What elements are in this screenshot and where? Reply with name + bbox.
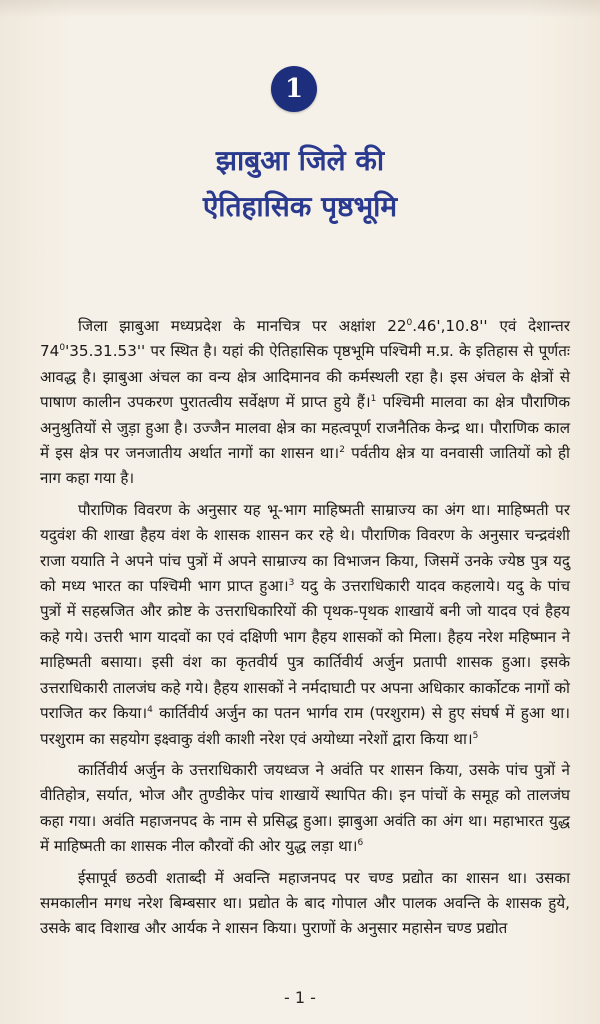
footnote-marker: 2 [339, 444, 345, 455]
text-run: कार्तिवीर्य अर्जुन के उत्तराधिकारी जयध्वज ने अवंति पर शासन किया, उसके पांच पुत्रों ने वीतिहोत्र, सर्यात, भोज और तुण्डीकेर पांच शाखायें स्थापित की। इन पांचों के समूह को तालजंघ कहा गया। अवंति महाजनपद के नाम से प्रसिद्ध हुआ। झाबुआ अवंति का अंग था। महाभारत युद्ध में माहिष्मती का शासक नील कौरवों की ओर युद्ध लड़ा था। [40, 760, 570, 856]
page-number: - 1 - [284, 988, 316, 1007]
text-run: पर्वतीय क्षेत्र या वनवासी जातियों को ही नाग कहा गया है। [40, 444, 570, 488]
footnote-marker: 0 [406, 317, 413, 328]
text-run: कार्तिवीर्य अर्जुन का पतन भार्गव राम (परशुराम) से हुए संघर्ष में हुआ था। परशुराम का सहयोग इक्ष्वाकु वंशी काशी नरेश एवं अयोध्या नरेशों द्वारा किया था। [40, 704, 570, 748]
footnote-marker: 3 [288, 578, 295, 588]
footnote-marker: 6 [357, 838, 364, 849]
chapter-title-line-1: झाबुआ जिले की [215, 144, 385, 177]
footnote-marker: 0 [59, 343, 66, 354]
chapter-number-badge: 1 [271, 66, 317, 112]
text-run: यदु के उत्तराधिकारी यादव कहलाये। यदु के पांच पुत्रों में सहस्रजित और क्रोष्ट के उत्तराधिकारियों की पृथक-पृथक शाखायें बनी जो यादव एवं हैहय कहे गये। उत्तरी भाग यादवों का एवं दक्षिणी भाग हैहय शासकों को मिला। हैहय नरेश महिष्मान ने माहिष्मती बसाया। इसी वंश का कृतवीर्य पुत्र कार्तिवीर्य अर्जुन प्रतापी शासक हुआ। इसके उत्तराधिकारी तालजंघ कहे गये। हैहय शासकों ने नर्मदाघाटी पर अपना अधिकार कार्कोटक नागों को पराजित कर किया। [40, 577, 570, 723]
footnote-marker: 1 [370, 394, 377, 405]
chapter-title-line-2: ऐतिहासिक पृष्ठभूमि [202, 190, 398, 223]
paragraph [40, 498, 570, 752]
paragraph [40, 314, 570, 492]
text-run: ईसापूर्व छठवी शताब्दी में अवन्ति महाजनपद पर चण्ड प्रद्योत का शासन था। उसका समकालीन मगध नरेश बिम्बसार था। प्रद्योत के बाद गोपाल और पालक अवन्ति के शासक हुये, उसके बाद विशाख और आर्यक ने शासन किया। पुराणों के अनुसार महासेन चण्ड प्रद्योत [40, 868, 570, 938]
text-run: जिला झाबुआ मध्यप्रदेश के मानचित्र पर अक्षांश 22 [78, 317, 407, 335]
text-run: पश्चिमी मालवा का क्षेत्र पौराणिक अनुश्रुतियों से जुड़ा हुआ है। उज्जैन मालवा क्षेत्र का महत्वपूर्ण राजनैतिक केन्द्र था। पौराणिक काल में इस क्षेत्र पर जनजातीय अर्थात नागों का शासन था। [40, 393, 570, 463]
paragraph [40, 866, 570, 942]
footnote-marker: 4 [147, 705, 153, 716]
body-text [40, 314, 570, 948]
text-run: .46',10.8'' एवं देशान्तर 74 [40, 317, 570, 361]
paragraph [40, 758, 570, 860]
footnote-marker: 5 [472, 730, 479, 741]
page-top-shadow [0, 0, 600, 18]
text-run: पौराणिक विवरण के अनुसार यह भू-भाग माहिष्मती साम्राज्य का अंग था। माहिष्मती पर यदुवंश की शाखा हैहय वंश के शासक शासन कर रहे थे। पौराणिक विवरण के अनुसार चन्द्रवंशी राजा ययाति ने अपने पांच पुत्रों में अपने साम्राज्य का विभाजन किया, जिसमें उनके ज्येष्ठ पुत्र यदु को मध्य भारत का पश्चिमी भाग प्राप्त हुआ। [40, 500, 570, 596]
text-run: '35.31.53'' पर स्थित है। यहां की ऐतिहासिक पृष्ठभूमि पश्चिमी म.प्र. के इतिहास से पूर्णतः आवद्ध है। झाबुआ अंचल का वन्य क्षेत्र आदिमानव की कर्मस्थली रहा है। इस अंचल के क्षेत्रों से पाषाण कालीन उपकरण पुरातत्वीय सर्वेक्षण में प्राप्त हुये हैं। [40, 342, 570, 412]
